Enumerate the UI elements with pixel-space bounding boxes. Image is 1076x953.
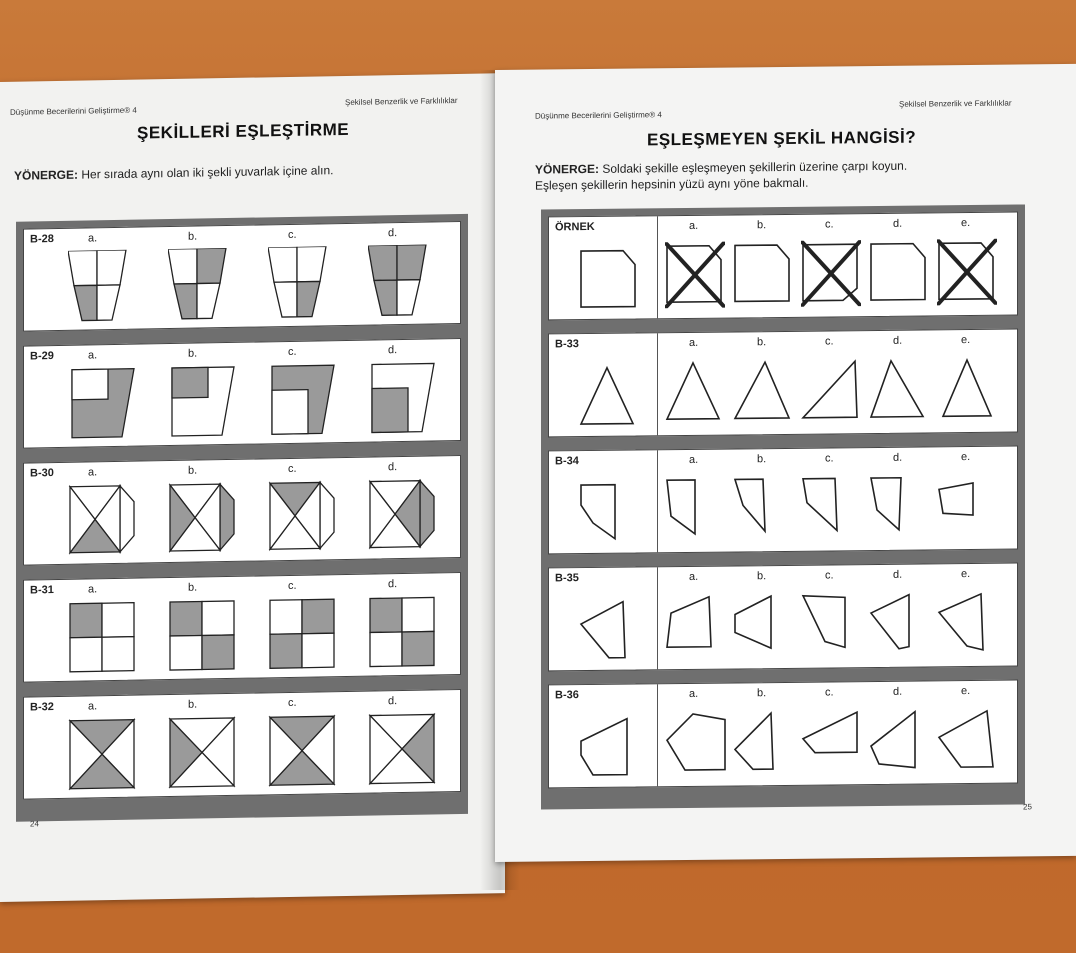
shape-option[interactable] — [268, 246, 328, 324]
option-label: b. — [188, 347, 198, 360]
exercise-row — [23, 338, 461, 449]
row-id: B-32 — [30, 701, 54, 714]
shape-option[interactable] — [869, 474, 909, 541]
option-label: b. — [188, 581, 198, 594]
shape-option[interactable] — [801, 240, 861, 312]
shape-option[interactable] — [869, 591, 919, 661]
shape-option[interactable] — [168, 599, 238, 677]
reference-shape — [579, 714, 641, 784]
option-label: c. — [288, 345, 297, 358]
left-instruction — [14, 162, 333, 184]
shape-option[interactable] — [268, 597, 338, 675]
reference-shape — [579, 598, 629, 668]
option-label: d. — [388, 344, 398, 357]
exercise-row — [548, 329, 1018, 438]
option-label: e. — [961, 568, 971, 581]
option-label: e. — [961, 217, 971, 230]
right-header-topic: Şekilsel Benzerlik ve Farklılıklar — [899, 98, 1012, 109]
shape-option[interactable] — [937, 239, 997, 311]
left-header-series: Düşünme Becerilerini Geliştirme® 4 — [10, 105, 137, 117]
option-label: d. — [893, 685, 903, 698]
option-label: a. — [88, 700, 98, 713]
option-label: a. — [689, 570, 699, 583]
shape-option[interactable] — [665, 593, 715, 663]
shape-option[interactable] — [168, 248, 228, 326]
row-id: B-33 — [555, 338, 579, 351]
shape-option[interactable] — [368, 361, 438, 439]
shape-option[interactable] — [869, 356, 927, 426]
option-label: a. — [88, 232, 98, 245]
right-instruction — [535, 158, 907, 194]
shape-option[interactable] — [937, 707, 999, 777]
reference-divider — [657, 684, 658, 786]
option-label: b. — [188, 698, 198, 711]
shape-option[interactable] — [665, 476, 705, 543]
option-label: d. — [893, 217, 903, 230]
row-id: B-31 — [30, 584, 54, 597]
left-page — [0, 73, 505, 902]
exercise-row — [548, 563, 1018, 672]
option-label: d. — [388, 227, 398, 240]
option-label: c. — [288, 462, 297, 475]
shape-option[interactable] — [801, 357, 859, 427]
option-label: a. — [88, 583, 98, 596]
shape-option[interactable] — [801, 708, 863, 778]
option-label: b. — [188, 230, 198, 243]
shape-option[interactable] — [733, 709, 795, 779]
right-page-title: EŞLEŞMEYEN ŞEKİL HANGİSİ? — [647, 127, 917, 150]
shape-option[interactable] — [68, 601, 138, 679]
row-id: B-36 — [555, 689, 579, 702]
exercise-row — [23, 221, 461, 332]
shape-option[interactable] — [733, 241, 793, 313]
shape-option[interactable] — [801, 591, 851, 661]
shape-option[interactable] — [937, 590, 987, 660]
option-label: a. — [689, 687, 699, 700]
exercise-row — [548, 446, 1018, 555]
reference-shape — [579, 481, 619, 548]
left-page-number: 24 — [30, 819, 39, 829]
shape-option[interactable] — [68, 718, 138, 796]
shape-option[interactable] — [869, 239, 929, 311]
shape-option[interactable] — [733, 475, 773, 542]
shape-option[interactable] — [68, 367, 138, 445]
shape-option[interactable] — [801, 474, 841, 541]
option-label: c. — [825, 452, 834, 465]
option-label: b. — [757, 570, 767, 583]
row-id: B-34 — [555, 455, 579, 468]
shape-option[interactable] — [937, 356, 995, 426]
shape-option[interactable] — [733, 592, 783, 662]
right-instruction-text-2: Eşleşen şekillerin hepsinin yüzü aynı yöne bakmalı. — [535, 175, 809, 193]
option-label: c. — [825, 569, 834, 582]
right-instruction-text: Soldaki şekille eşleşmeyen şekillerin üzerine çarpı koyun. — [602, 158, 908, 176]
option-label: c. — [288, 579, 297, 592]
option-label: d. — [388, 578, 398, 591]
row-id: B-28 — [30, 233, 54, 246]
option-label: d. — [893, 334, 903, 347]
left-exercise-frame — [16, 214, 468, 822]
shape-option[interactable] — [68, 250, 128, 328]
shape-option[interactable] — [733, 358, 791, 428]
right-exercise-frame — [541, 204, 1025, 809]
option-label: c. — [288, 696, 297, 709]
option-label: d. — [893, 451, 903, 464]
option-label: b. — [757, 687, 767, 700]
row-id: B-30 — [30, 467, 54, 480]
reference-shape — [579, 364, 637, 434]
exercise-row — [548, 212, 1018, 321]
right-instruction-label: YÖNERGE: — [535, 161, 600, 177]
option-label: e. — [961, 334, 971, 347]
option-label: a. — [689, 453, 699, 466]
shape-option[interactable] — [168, 716, 238, 794]
shape-option[interactable] — [68, 484, 138, 562]
option-label: b. — [188, 464, 198, 477]
left-header-topic: Şekilsel Benzerlik ve Farklılıklar — [345, 96, 458, 107]
option-label: d. — [388, 461, 398, 474]
shape-option[interactable] — [937, 473, 977, 540]
option-label: d. — [388, 695, 398, 708]
shape-option[interactable] — [869, 707, 931, 777]
option-label: c. — [288, 228, 297, 241]
shape-option[interactable] — [368, 595, 438, 673]
reference-divider — [657, 567, 658, 669]
shape-option[interactable] — [368, 712, 438, 790]
left-instruction-text: Her sırada aynı olan iki şekli yuvarlak içine alın. — [81, 163, 334, 182]
option-label: d. — [893, 568, 903, 581]
option-label: c. — [825, 218, 834, 231]
option-label: c. — [825, 335, 834, 348]
option-label: e. — [961, 451, 971, 464]
shape-option[interactable] — [368, 245, 428, 323]
shape-option[interactable] — [268, 480, 338, 558]
option-label: c. — [825, 686, 834, 699]
row-id: B-29 — [30, 350, 54, 363]
option-label: e. — [961, 685, 971, 698]
exercise-row — [23, 572, 461, 683]
option-label: a. — [689, 219, 699, 232]
shape-option[interactable] — [168, 365, 238, 443]
shape-option[interactable] — [268, 363, 338, 441]
shape-option[interactable] — [665, 242, 725, 314]
right-page-number: 25 — [1023, 802, 1032, 812]
exercise-row — [23, 689, 461, 800]
option-label: a. — [88, 466, 98, 479]
reference-shape — [579, 246, 639, 318]
left-page-title: ŞEKİLLERİ EŞLEŞTİRME — [137, 119, 350, 143]
reference-divider — [657, 216, 658, 318]
option-label: a. — [689, 336, 699, 349]
shape-option[interactable] — [268, 714, 338, 792]
option-label: b. — [757, 453, 767, 466]
right-page — [495, 64, 1076, 862]
option-label: b. — [757, 336, 767, 349]
shape-option[interactable] — [168, 482, 238, 560]
exercise-row — [548, 680, 1018, 789]
option-label: a. — [88, 349, 98, 362]
exercise-row — [23, 455, 461, 566]
shape-option[interactable] — [665, 710, 727, 780]
option-label: b. — [757, 219, 767, 232]
shape-option[interactable] — [368, 478, 438, 556]
right-header-series: Düşünme Becerilerini Geliştirme® 4 — [535, 110, 662, 121]
row-id: B-35 — [555, 572, 579, 585]
shape-option[interactable] — [665, 359, 723, 429]
reference-divider — [657, 450, 658, 552]
row-id: ÖRNEK — [555, 220, 595, 234]
reference-divider — [657, 333, 658, 435]
left-instruction-label: YÖNERGE: — [14, 167, 79, 183]
